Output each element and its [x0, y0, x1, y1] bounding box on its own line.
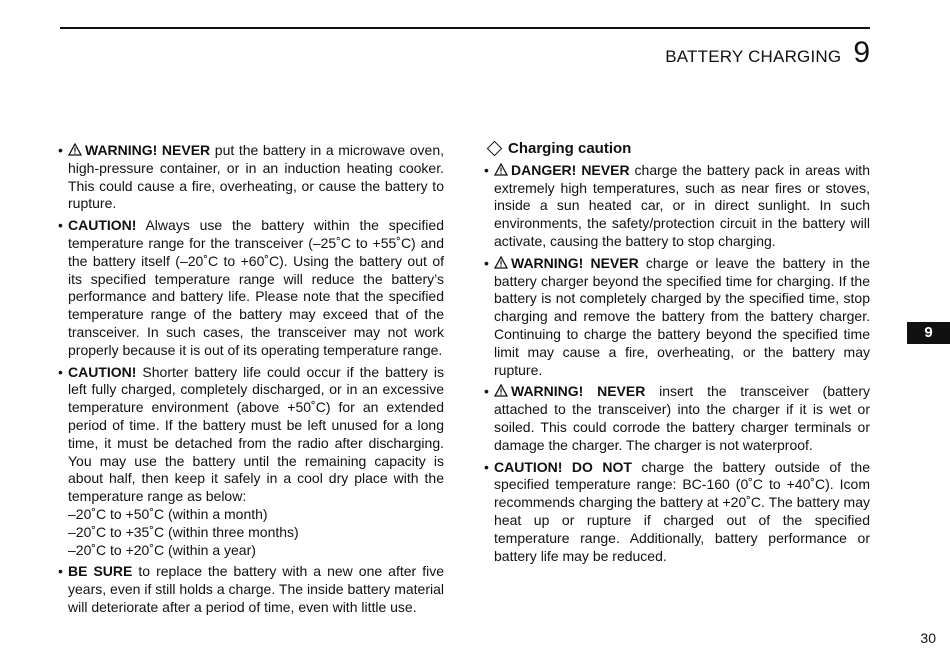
- bullet: •: [484, 161, 489, 178]
- list-item: [60, 217, 444, 359]
- item-text: insert the transceiver (battery attached to the transceiver) into the charger if it is wet or soiled. This could corrode the battery charger terminals or damage the charger. The charger is not waterproof.: [494, 383, 871, 453]
- item-text: to replace the battery with a new one after five years, even if still holds a charge. The inside battery material will deteriorate after a period of time, even with little use.: [68, 563, 444, 615]
- item-lead: WARNING! NEVER: [511, 383, 646, 400]
- page-number: 30: [920, 630, 936, 646]
- chapter-number: 9: [853, 36, 870, 69]
- header-rule: [60, 27, 870, 29]
- list-item: [486, 255, 870, 380]
- item-lead: CAUTION!: [68, 217, 137, 234]
- item-lead: CAUTION! DO NOT: [494, 458, 632, 475]
- item-text: Always use the battery within the specified temperature range for the transceiver (–25˚C to +55˚C) and the battery itself (–20˚C to +60˚C). Using the battery out of its specified temperature range will reduce the battery’s performance and battery life. Please note that the specified temperature range of the battery may exceed that of the transceiver. In such cases, the transceiver may not work properly because it is out of its operating temperature range.: [68, 217, 444, 358]
- list-item: [60, 563, 444, 616]
- item-text: put the battery in a microwave oven, high-pressure container, or in an induction heating cooker. This could cause a fire, overheating, or cause the battery to rupture.: [68, 142, 444, 212]
- bullet: •: [484, 254, 489, 271]
- temperature-range-line: –20˚C to +50˚C (within a month): [68, 505, 268, 522]
- warning-triangle-icon: [494, 163, 508, 176]
- bullet: •: [58, 217, 63, 234]
- page-header: [665, 36, 870, 70]
- left-column: [60, 142, 444, 621]
- item-text: charge the battery outside of the specified temperature range: BC-160 (0˚C to +40˚C). Icom recommends charging the battery at +20˚C. The battery may heat up or rupture if charged out of the specified temperature range. Additionally, battery performance or battery life may be reduced.: [494, 458, 870, 564]
- item-text: Shorter battery life could occur if the battery is left fully charged, completely discharged, or in an excessive temperature environment (above +50˚C) for an extended period of time. If the battery must be left unused for a long time, it must be detached from the radio after discharging. You may use the battery until the remaining capacity is about half, then keep it safely in a cool dry place with the temperature range as below:: [68, 363, 444, 505]
- header-title: BATTERY CHARGING: [665, 47, 842, 66]
- item-lead: BE SURE: [68, 563, 133, 580]
- bullet: •: [484, 383, 489, 400]
- warning-triangle-icon: [494, 256, 508, 269]
- item-text: charge the battery pack in areas with extremely high temperatures, such as near fires or stoves, inside a sun heated car, or in direct sunlight. In such environments, the safety/protection circuit in the battery will activate, causing the battery to stop charging.: [494, 161, 870, 249]
- list-item: [486, 383, 870, 454]
- section-heading: [486, 140, 870, 158]
- item-lead: DANGER! NEVER: [511, 161, 630, 178]
- item-lead: WARNING! NEVER: [511, 254, 639, 271]
- bullet: •: [58, 142, 63, 158]
- bullet: •: [58, 363, 63, 380]
- bullet: •: [58, 563, 63, 580]
- section-title: Charging caution: [508, 140, 632, 157]
- warning-triangle-icon: [494, 384, 508, 397]
- list-item: [60, 364, 444, 560]
- list-item: [486, 459, 870, 566]
- bullet: •: [484, 458, 489, 475]
- list-item: [60, 142, 444, 213]
- temperature-range-line: –20˚C to +35˚C (within three months): [68, 523, 299, 540]
- list-item: [486, 162, 870, 251]
- right-column: [486, 140, 870, 569]
- chapter-tab: 9: [907, 322, 950, 344]
- item-text: charge or leave the battery in the battery charger beyond the specified time for charging. If the battery is not completely charged by the specified time, stop charging and remove the battery from the battery charger. Continuing to charge the battery beyond the specified time limit may cause a fire, overheating, or the battery may rupture.: [494, 254, 870, 378]
- warning-triangle-icon: [68, 143, 82, 156]
- temperature-range-line: –20˚C to +20˚C (within a year): [68, 541, 256, 558]
- item-lead: WARNING! NEVER: [85, 142, 211, 158]
- item-lead: CAUTION!: [68, 363, 137, 380]
- diamond-icon: [487, 141, 503, 157]
